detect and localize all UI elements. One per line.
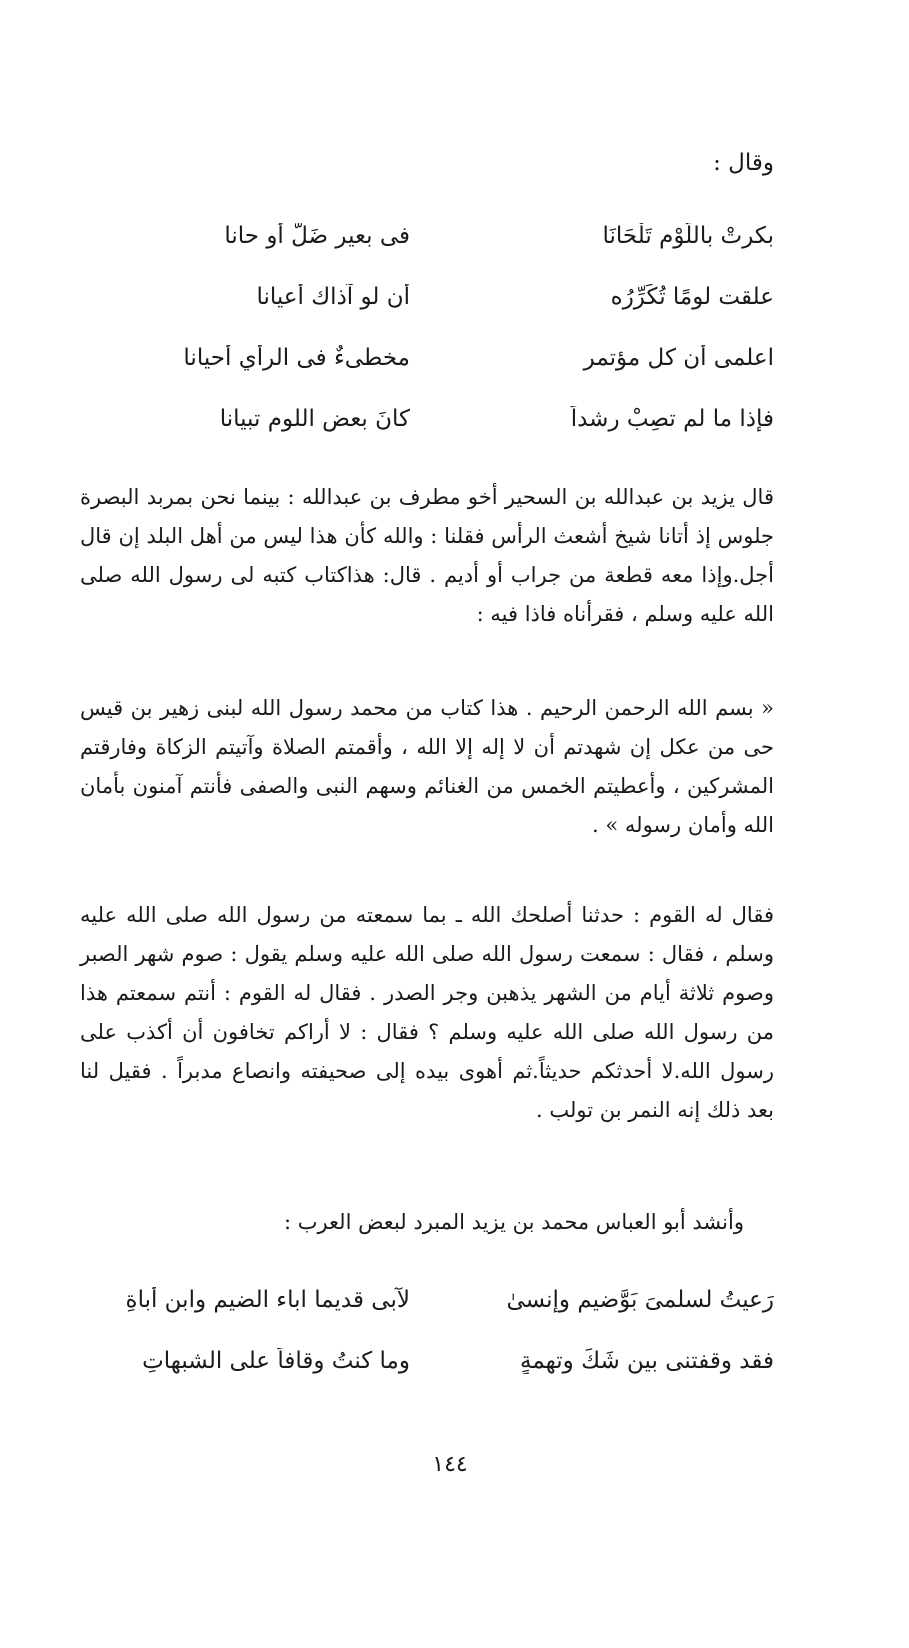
intro-label: وقال : <box>713 150 774 176</box>
poem-two <box>80 1269 774 1391</box>
paragraph-letter: « بسم الله الرحمن الرحيم . هذا كتاب من محمد رسول الله لبنى زهير بن قيس حى من عكل إن شهدتم أن لا إله إلا الله ، وأقمتم الصلاة وآتيتم الزكاة وفارقتم المشركين ، وأعطيتم الخمس من الغنائم وسهم النبى والصفى فأنتم آمنون بأمان الله وأمان رسوله » . <box>80 696 774 837</box>
verse-line <box>80 1269 774 1330</box>
verse-second-hemistich: لآبى قديما اباء الضيم وابن أُباةِ <box>125 1286 410 1313</box>
verse-line <box>80 1330 774 1391</box>
paragraph-narration: قال يزيد بن عبدالله بن السحير أخو مطرف بن عبدالله : بينما نحن بمربد البصرة جلوس إذ أتانا شيخ أشعث الرأس فقلنا : والله كأن هذا ليس من أهل البلد إن قال أجل.وإذا معه قطعة من جراب أو أديم . قال: هذاكتاب كتبه لى رسول الله صلى الله عليه وسلم ، فقرأناه فاذا فيه : <box>80 485 774 626</box>
verse-first-hemistich: رَعيتُ لسلمىَ بَوَّضيم وإنسىٰ <box>506 1286 774 1313</box>
verse-first-hemistich: فقد وقفتنى بين شَكٍّ وتهمةٍ <box>520 1347 774 1374</box>
verse-second-hemistich: أن لو آذاك أعيانا <box>256 283 410 310</box>
verse-first-hemistich: بكرتْ باللَّوْم تَلْحَانَا <box>602 222 774 249</box>
verse-line <box>80 205 774 266</box>
verse-first-hemistich: علقت لومًا تُكَرِّرُه <box>610 283 774 310</box>
verse-first-hemistich: اعلمى أن كل مؤتمر <box>583 344 774 371</box>
verse-second-hemistich: وما كنتُ وقافاً على الشبهاتِ <box>142 1347 410 1374</box>
verse-second-hemistich: فى بعير ضَلَّ أو حانا <box>224 222 410 249</box>
poem-one <box>80 205 774 449</box>
paragraph-dialogue: فقال له القوم : حدثنا أصلحك الله ـ بما سمعته من رسول الله صلى الله عليه وسلم ، فقال : سمعت رسول الله صلى الله عليه وسلم يقول : صوم شهر الصبر وصوم ثلاثة أيام من الشهر يذهبن وجر الصدر . فقال له القوم : أنتم سمعتم هذا من رسول الله صلى الله عليه وسلم ؟ فقال : لا أراكم تخافون أن أكذب على رسول الله.لا أحدثكم حديثاً.ثم أهوى بيده إلى صحيفته وانصاع مدبراً . فقيل لنا بعد ذلك إنه النمر بن تولب . <box>80 903 774 1122</box>
verse-line <box>80 266 774 327</box>
verse-second-hemistich: كانَ بعض اللوم تبيانا <box>219 405 410 432</box>
verse-line <box>80 327 774 388</box>
verse-second-hemistich: مخطىءٌ فى الرأيِ أحيانا <box>183 344 410 371</box>
paragraph-poem-intro: وأنشد أبو العباس محمد بن يزيد المبرد لبعض العرب : <box>283 1210 744 1234</box>
verse-line <box>80 388 774 449</box>
verse-first-hemistich: فإذا ما لم تصِبْ رشداً <box>570 405 774 432</box>
page-number: ١٤٤ <box>432 1452 468 1477</box>
